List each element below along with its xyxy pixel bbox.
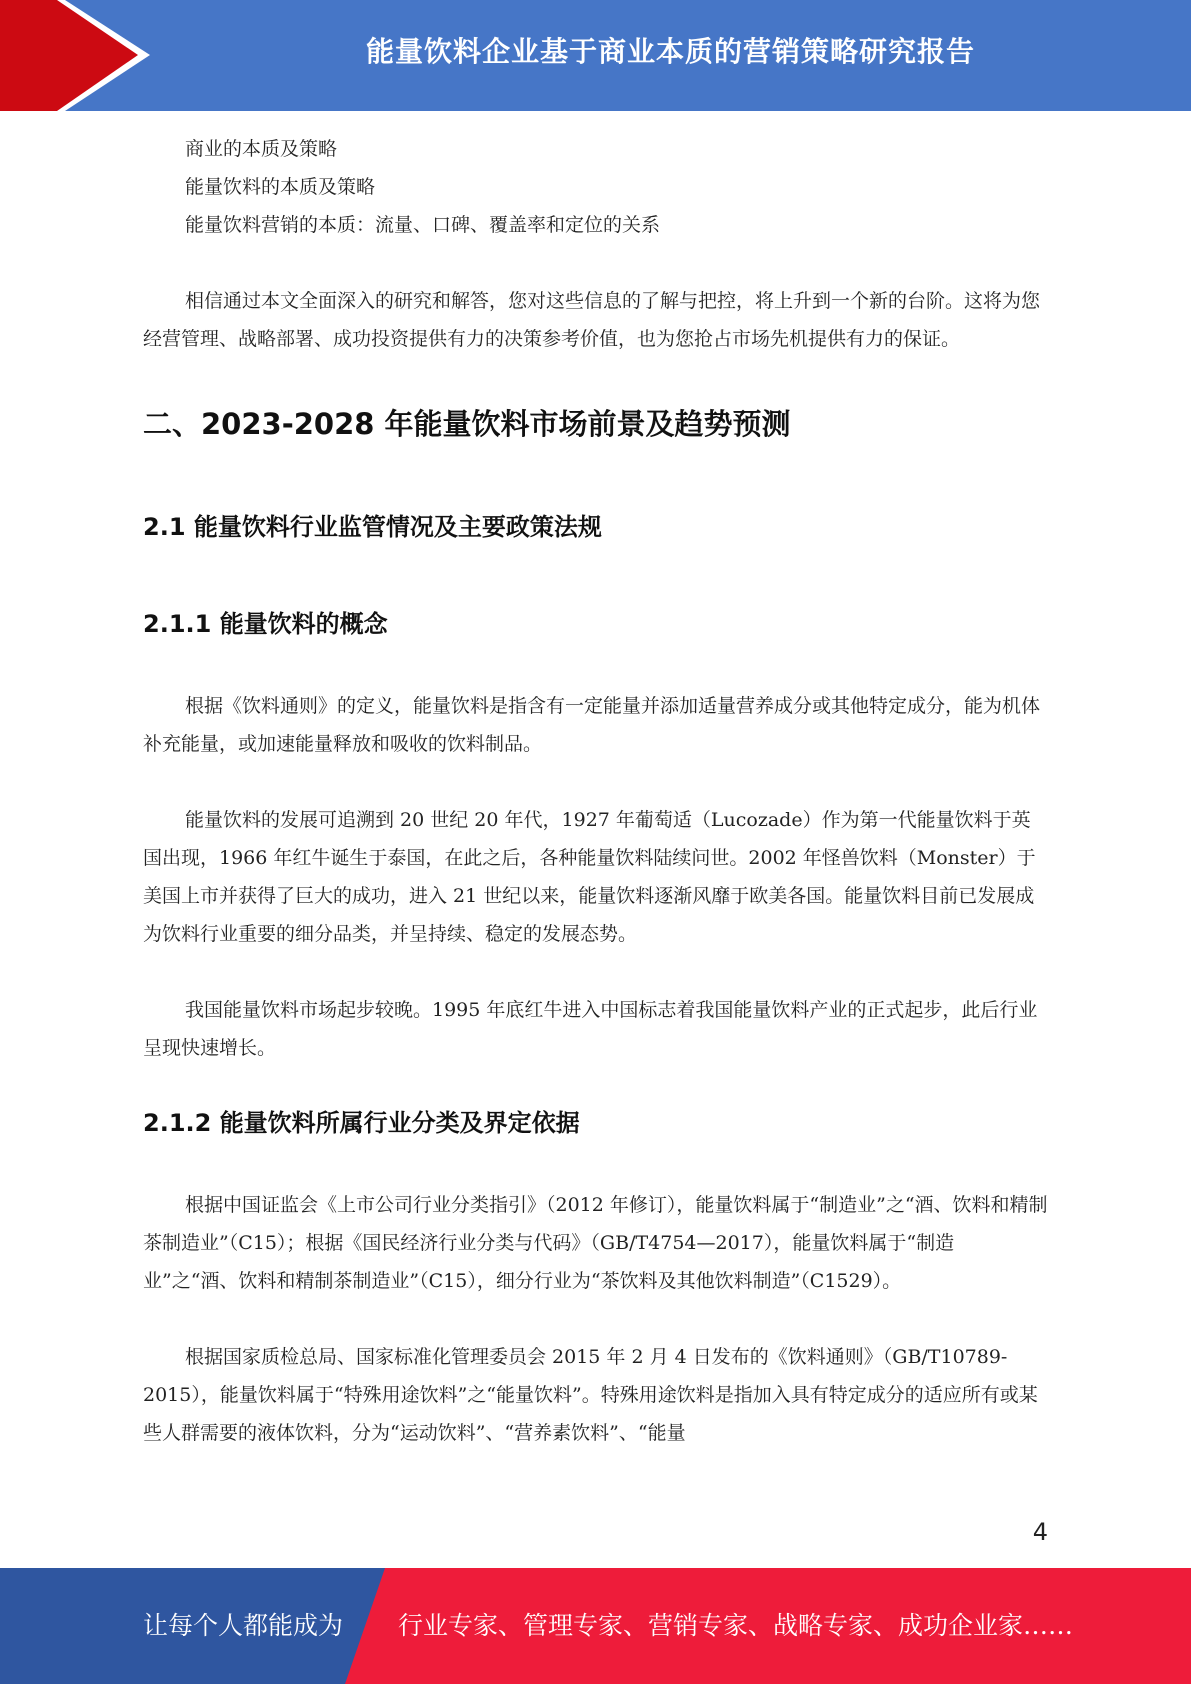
- subsubsection-heading: 2.1.2 能量饮料所属行业分类及界定依据: [143, 1109, 580, 1137]
- header-arrow-decoration: [0, 0, 150, 111]
- list-item: 商业的本质及策略: [185, 138, 338, 160]
- intro-paragraph: 相信通过本文全面深入的研究和解答，您对这些信息的了解与把控，将上升到一个新的台阶。这将为您经营管理、战略部署、成功投资提供有力的决策参考价值，也为您抢占市场先机提供有力的保证。: [143, 290, 1041, 350]
- body-paragraph: 能量饮料的发展可追溯到 20 世纪 20 年代，1927 年葡萄适（Lucozade）作为第一代能量饮料于英国出现，1966 年红牛诞生于泰国，在此之后，各种能量饮料陆续问世。2002 年怪兽饮料（Monster）于美国上市并获得了巨大的成功，进入 21 世纪以来，能量饮料逐渐风靡于欧美各国。能量饮料目前已发展成为饮料行业重要的细分品类，并呈持续、稳定的发展态势。: [143, 809, 1036, 945]
- body-paragraph: 根据《饮料通则》的定义，能量饮料是指含有一定能量并添加适量营养成分或其他特定成分，能为机体补充能量，或加速能量释放和吸收的饮料制品。: [143, 695, 1041, 755]
- body-paragraph: 我国能量饮料市场起步较晚。1995 年底红牛进入中国标志着我国能量饮料产业的正式起步，此后行业呈现快速增长。: [143, 999, 1038, 1059]
- list-item: 能量饮料的本质及策略: [185, 176, 376, 198]
- page-footer: [0, 1568, 1191, 1684]
- page-header: [0, 0, 1191, 111]
- report-title: 能量饮料企业基于商业本质的营销策略研究报告: [365, 35, 975, 68]
- subsection-heading: 2.1 能量饮料行业监管情况及主要政策法规: [143, 513, 602, 541]
- footer-slogan-left: 让每个人都能成为: [143, 1611, 344, 1640]
- body-paragraph: 根据中国证监会《上市公司行业分类指引》（2012 年修订），能量饮料属于“制造业”之“酒、饮料和精制茶制造业”（C15）；根据《国民经济行业分类与代码》（GB/T4754—2017），能量饮料属于“制造业”之“酒、饮料和精制茶制造业”（C15），细分行业为“茶饮料及其他饮料制造”（C1529）。: [143, 1194, 1048, 1292]
- section-heading: 二、2023-2028 年能量饮料市场前景及趋势预测: [143, 407, 791, 441]
- body-paragraph: 根据国家质检总局、国家标准化管理委员会 2015 年 2 月 4 日发布的《饮料通则》（GB/T10789-2015），能量饮料属于“特殊用途饮料”之“能量饮料”。特殊用途饮料是指加入具有特定成分的适应所有或某些人群需要的液体饮料，分为“运动饮料”、“营养素饮料”、“能量: [143, 1346, 1038, 1444]
- subsubsection-heading: 2.1.1 能量饮料的概念: [143, 610, 388, 638]
- page-number: 4: [1032, 1518, 1048, 1546]
- footer-slogan-right: 行业专家、管理专家、营销专家、战略专家、成功企业家……: [398, 1611, 1074, 1640]
- list-item: 能量饮料营销的本质：流量、口碑、覆盖率和定位的关系: [185, 214, 661, 236]
- page-body: [143, 130, 1048, 1452]
